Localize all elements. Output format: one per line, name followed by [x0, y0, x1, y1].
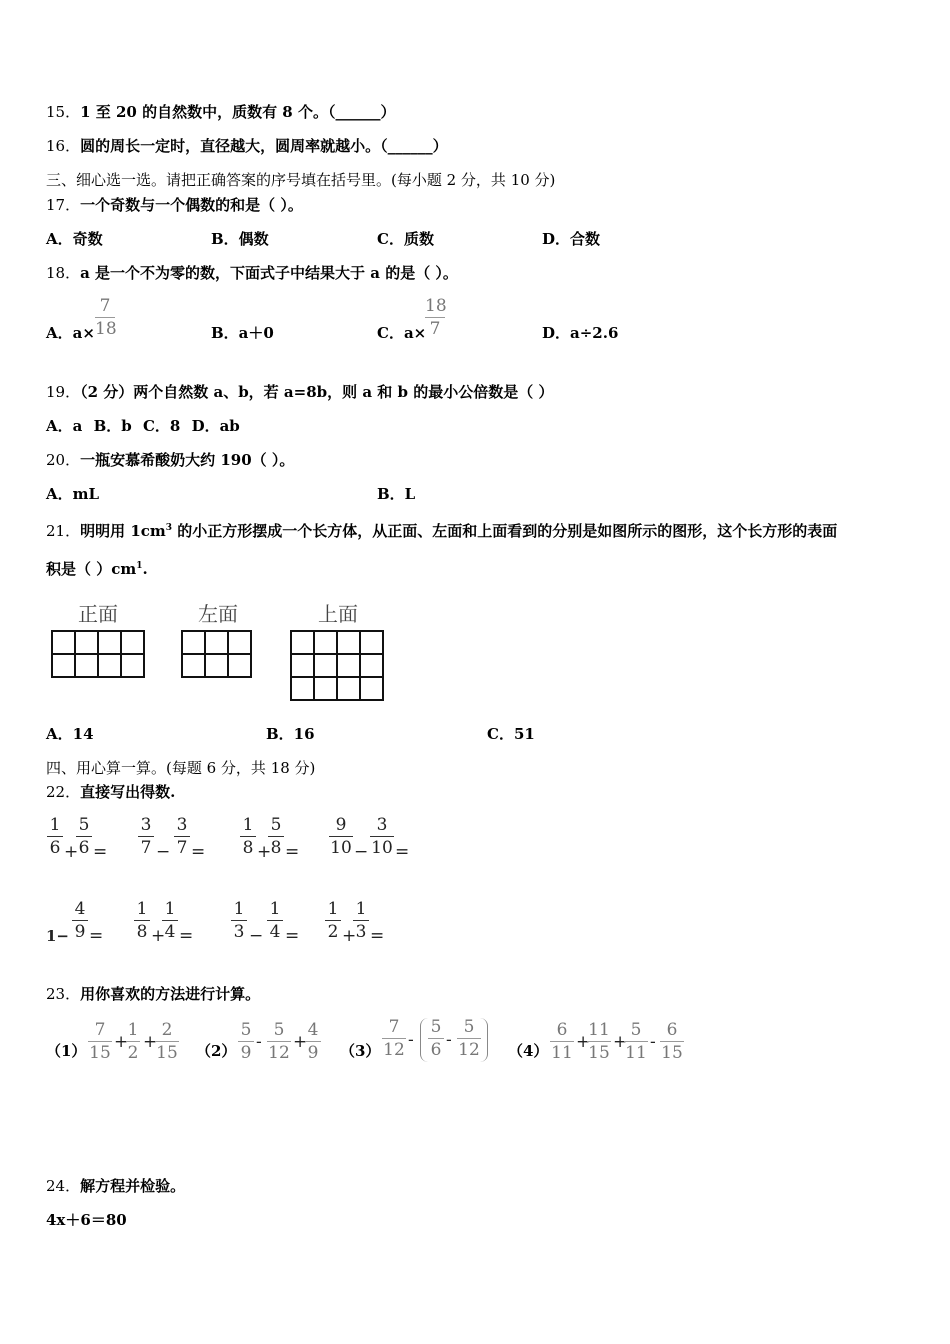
- q21-option-b[interactable]: B．16: [266, 725, 315, 743]
- q23-1-op-2: +: [143, 1032, 158, 1052]
- question-21-line-2: 积是（ ）$cm^1$.: [46, 560, 148, 578]
- q23-4-term-4: 6 15: [661, 1020, 683, 1063]
- question-19: [46, 382, 553, 402]
- q22-r2-e3-b: 1 4: [267, 899, 283, 942]
- question-number: 20．: [46, 451, 81, 469]
- q20-option-b[interactable]: B．L: [377, 485, 416, 503]
- q22-r2-e3-op: −: [249, 926, 264, 946]
- q23-2-term-1: 5 9: [238, 1020, 254, 1063]
- q24-equation: 4x＋6＝80: [46, 1211, 127, 1229]
- q23-1-term-1: 7 15: [89, 1020, 111, 1063]
- q17-option-c[interactable]: C．质数: [377, 230, 434, 248]
- q21-option-c[interactable]: C．51: [487, 725, 535, 743]
- q23-2-term-3: 4 9: [305, 1020, 321, 1063]
- q18-option-c-fraction: 18 7: [425, 296, 447, 339]
- question-text: a 是一个不为零的数，下面式子中结果大于 a 的是（ ）。: [80, 264, 458, 282]
- q18-option-b[interactable]: B．a＋0: [211, 324, 274, 342]
- q22-r2-e3-a: 1 3: [231, 899, 247, 942]
- question-text: 1 至 20 的自然数中，质数有 8 个。（______）: [80, 103, 396, 121]
- q22-r2-e1-eq: =: [89, 926, 104, 946]
- q18-option-a-fraction: 7 18: [95, 296, 117, 339]
- q17-option-b[interactable]: B．偶数: [211, 230, 269, 248]
- q22-r2-e1-b: 4 9: [72, 899, 88, 942]
- q17-option-a[interactable]: A．奇数: [46, 230, 103, 248]
- question-17: [46, 195, 303, 215]
- q22-r1-e1-op: +: [64, 842, 79, 862]
- question-number: 19．: [46, 383, 81, 401]
- question-23: [46, 984, 260, 1004]
- left-view-grid: [181, 630, 252, 678]
- front-view-label: 正面: [78, 602, 118, 626]
- q22-r1-e4-a: 9 10: [330, 815, 352, 858]
- left-view-label: 左面: [198, 602, 238, 626]
- q22-r1-e4-b: 3 10: [371, 815, 393, 858]
- q22-r1-e3-a: 1 8: [240, 815, 256, 858]
- q18-option-a-label[interactable]: A．a×: [46, 324, 95, 342]
- q22-r1-e1-b: 5 6: [76, 815, 92, 858]
- question-text: （2 分）两个自然数 a、b，若 a=8b，则 a 和 b 的最小公倍数是（ ）: [80, 383, 554, 401]
- q22-r1-e4-op: −: [354, 842, 369, 862]
- q22-r2-e4-op: +: [342, 926, 357, 946]
- q23-4-term-3: 5 11: [625, 1020, 647, 1063]
- question-21-line-1: 21．明明用 $1cm^3$ 的小正方形摆成一个长方体，从正面、左面和上面看到的分别是如图所示的图形，这个长方形的表面: [46, 522, 838, 540]
- q19-options[interactable]: A．a B．b C．8 D．ab: [46, 417, 240, 435]
- question-text: 一个奇数与一个偶数的和是（ ）。: [80, 196, 303, 214]
- top-view-label: 上面: [318, 602, 358, 626]
- q22-r1-e4-eq: =: [395, 842, 410, 862]
- q22-r1-e2-op: −: [156, 842, 171, 862]
- q22-r2-e4-eq: =: [370, 926, 385, 946]
- q23-2-term-2: 5 12: [268, 1020, 290, 1063]
- q23-2-op-2: +: [293, 1032, 308, 1052]
- q22-r1-e1-eq: =: [93, 842, 108, 862]
- q23-4-op-2: +: [613, 1032, 628, 1052]
- q22-r1-e3-b: 5 8: [268, 815, 284, 858]
- q23-2-op-1: -: [256, 1032, 262, 1052]
- top-view-grid: [290, 630, 384, 701]
- question-15: [46, 102, 395, 122]
- q22-r1-e2-eq: =: [191, 842, 206, 862]
- question-number: 16．: [46, 137, 81, 155]
- question-text: 用你喜欢的方法进行计算。: [80, 985, 261, 1003]
- question-number: 22．: [46, 783, 81, 801]
- q22-r1-e2-b: 3 7: [174, 815, 190, 858]
- q22-r1-e3-eq: =: [285, 842, 300, 862]
- q20-option-a[interactable]: A．mL: [46, 485, 100, 503]
- q23-item-1-label: （1）: [46, 1042, 87, 1060]
- question-text: 圆的周长一定时，直径越大，圆周率就越小。（______）: [80, 137, 448, 155]
- q23-3-term-3: 5 12: [458, 1017, 480, 1060]
- question-22: [46, 782, 175, 802]
- question-16: [46, 136, 448, 156]
- q22-r2-e4-a: 1 2: [325, 899, 341, 942]
- q23-4-op-1: +: [576, 1032, 591, 1052]
- question-number: 21．: [46, 522, 81, 540]
- front-view-grid: [51, 630, 145, 678]
- question-text: 直接写出得数.: [80, 783, 176, 801]
- q22-r2-e1-whole: 1−: [46, 927, 70, 945]
- q23-4-term-2: 11 15: [588, 1020, 610, 1063]
- q22-r2-e2-a: 1 8: [134, 899, 150, 942]
- q23-1-term-2: 1 2: [127, 1020, 139, 1063]
- q22-r2-e3-eq: =: [285, 926, 300, 946]
- q22-r2-e2-eq: =: [179, 926, 194, 946]
- q22-r1-e3-op: +: [257, 842, 272, 862]
- q22-r1-e1-a: 1 6: [47, 815, 63, 858]
- question-number: 18．: [46, 264, 81, 282]
- section-4-heading: 四、用心算一算。(每题 6 分，共 18 分): [46, 759, 316, 777]
- question-number: 15．: [46, 103, 81, 121]
- q22-r2-e2-b: 1 4: [162, 899, 178, 942]
- q23-4-op-3: -: [650, 1032, 656, 1052]
- q23-4-term-1: 6 11: [551, 1020, 573, 1063]
- q18-option-c-label[interactable]: C．a×: [377, 324, 427, 342]
- q23-1-op-1: +: [114, 1032, 129, 1052]
- q23-1-term-3: 2 15: [156, 1020, 178, 1063]
- question-number: 23．: [46, 985, 81, 1003]
- q23-item-2-label: （2）: [196, 1042, 237, 1060]
- question-20: [46, 450, 294, 470]
- question-text: 解方程并检验。: [80, 1177, 186, 1195]
- q23-3-term-1: 7 12: [383, 1017, 405, 1060]
- q23-3-op-1: -: [408, 1030, 414, 1050]
- question-number: 24．: [46, 1177, 81, 1195]
- question-18: [46, 263, 458, 283]
- section-3-heading: 三、细心选一选。请把正确答案的序号填在括号里。(每小题 2 分，共 10 分): [46, 171, 556, 189]
- q22-r2-e2-op: +: [151, 926, 166, 946]
- q23-item-4-label: （4）: [508, 1042, 549, 1060]
- q18-option-d[interactable]: D．a÷2.6: [542, 324, 619, 342]
- q17-option-d[interactable]: D．合数: [542, 230, 601, 248]
- q23-3-term-2: 5 6: [428, 1017, 444, 1060]
- q23-item-3-label: （3）: [340, 1042, 381, 1060]
- q23-3-op-2: -: [446, 1030, 452, 1050]
- q22-r2-e4-b: 1 3: [353, 899, 369, 942]
- question-24: [46, 1176, 185, 1196]
- q21-option-a[interactable]: A．14: [46, 725, 94, 743]
- question-number: 17．: [46, 196, 81, 214]
- question-text: 一瓶安慕希酸奶大约 190（ ）。: [80, 451, 295, 469]
- q22-r1-e2-a: 3 7: [138, 815, 154, 858]
